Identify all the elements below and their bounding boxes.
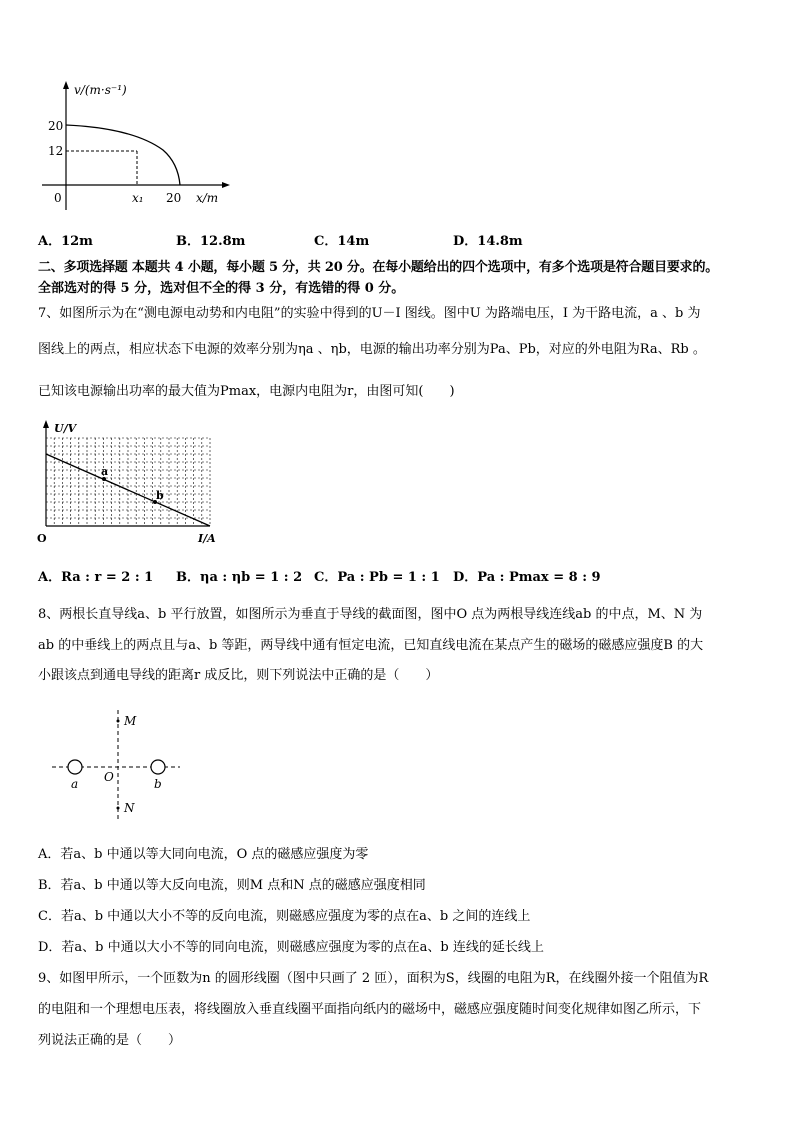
section2-line1: 二、多项选择题 本题共 4 小题，每小题 5 分，共 20 分。在每小题给出的四个选项中，有多个选项是符合题目要求的。 [38, 260, 719, 275]
origin-label: O [37, 532, 47, 545]
u-i-graph [34, 418, 224, 548]
q8-option-c[interactable]: C．若a、b 中通以大小不等的反向电流，则磁感应强度为零的点在a、b 之间的连线上 [38, 909, 531, 924]
label-O: O [104, 770, 114, 784]
q6-option-d[interactable]: D．14.8m [453, 234, 523, 249]
point-M [117, 720, 120, 723]
label-b: b [154, 777, 162, 791]
q6-option-b[interactable]: B．12.8m [176, 234, 246, 249]
x-axis-label: I/A [198, 532, 216, 545]
y-axis-arrow [63, 81, 69, 89]
x-tick-20: 20 [166, 191, 182, 205]
wires-cross-section [48, 708, 188, 826]
point-a-label: a [101, 465, 109, 478]
y-axis-arrow [43, 420, 49, 428]
y-tick-12: 12 [48, 144, 64, 158]
origin-label: 0 [54, 191, 62, 205]
q7-line2: 图线上的两点，相应状态下电源的效率分别为ηa 、ηb，电源的输出功率分别为Pa、Pb，对应的外电阻为Ra、Rb 。 [38, 342, 706, 357]
q7-option-b[interactable]: B．ηa : ηb = 1 : 2 [176, 570, 303, 585]
label-a: a [71, 777, 79, 791]
x-tick-x1: x₁ [132, 191, 144, 205]
velocity-curve [66, 125, 180, 185]
grid [46, 438, 210, 526]
velocity-position-graph [38, 78, 238, 218]
q8-option-d[interactable]: D．若a、b 中通以大小不等的同向电流，则磁感应强度为零的点在a、b 连线的延长线上 [38, 940, 544, 955]
y-axis-label: U/V [54, 422, 77, 435]
section2-line2: 全部选对的得 5 分，选对但不全的得 3 分，有选错的得 0 分。 [38, 281, 405, 296]
q7-option-d[interactable]: D．Pa : Pmax = 8 : 9 [453, 570, 601, 585]
q9-line3: 列说法正确的是（ ） [38, 1033, 182, 1048]
q6-option-c[interactable]: C．14m [314, 234, 370, 249]
wire-b [151, 760, 165, 774]
q9-line2: 的电阻和一个理想电压表，将线圈放入垂直线圈平面指向纸内的磁场中，磁感应强度随时间变化规律如图乙所示，下 [38, 1002, 702, 1017]
q8-option-b[interactable]: B．若a、b 中通以等大反向电流，则M 点和N 点的磁感应强度相同 [38, 878, 426, 893]
wire-a [68, 760, 82, 774]
q6-option-a[interactable]: A．12m [38, 234, 93, 249]
point-b-label: b [156, 489, 164, 502]
q7-line3: 已知该电源输出功率的最大值为Pmax，电源内电阻为r，由图可知( ) [38, 384, 455, 399]
label-N: N [124, 801, 135, 815]
q7-option-c[interactable]: C．Pa : Pb = 1 : 1 [314, 570, 440, 585]
q7-line1: 7、如图所示为在“测电源电动势和内电阻”的实验中得到的U－I 图线。图中U 为路端电压，I 为干路电流，a 、b 为 [38, 306, 701, 321]
q8-line1: 8、两根长直导线a、b 平行放置，如图所示为垂直于导线的截面图，图中O 点为两根导线连线ab 的中点，M、N 为 [38, 607, 703, 622]
y-axis-label: v/(m·s⁻¹) [74, 83, 127, 97]
q8-option-a[interactable]: A．若a、b 中通以等大同向电流，O 点的磁感应强度为零 [38, 847, 369, 862]
q9-line1: 9、如图甲所示，一个匝数为n 的圆形线圈（图中只画了 2 匝），面积为S，线圈的电阻为R，在线圈外接一个阻值为R [38, 971, 709, 986]
label-M: M [124, 714, 137, 728]
x-axis-label: x/m [196, 191, 219, 205]
x-axis-arrow [222, 182, 230, 188]
point-N [117, 807, 120, 810]
y-tick-20: 20 [48, 119, 64, 133]
q8-line2: ab 的中垂线上的两点且与a、b 等距，两导线中通有恒定电流，已知直线电流在某点产生的磁场的磁感应强度B 的大 [38, 638, 704, 653]
q8-line3: 小跟该点到通电导线的距离r 成反比，则下列说法中正确的是（ ） [38, 668, 439, 683]
q7-option-a[interactable]: A．Ra : r = 2 : 1 [38, 570, 154, 585]
